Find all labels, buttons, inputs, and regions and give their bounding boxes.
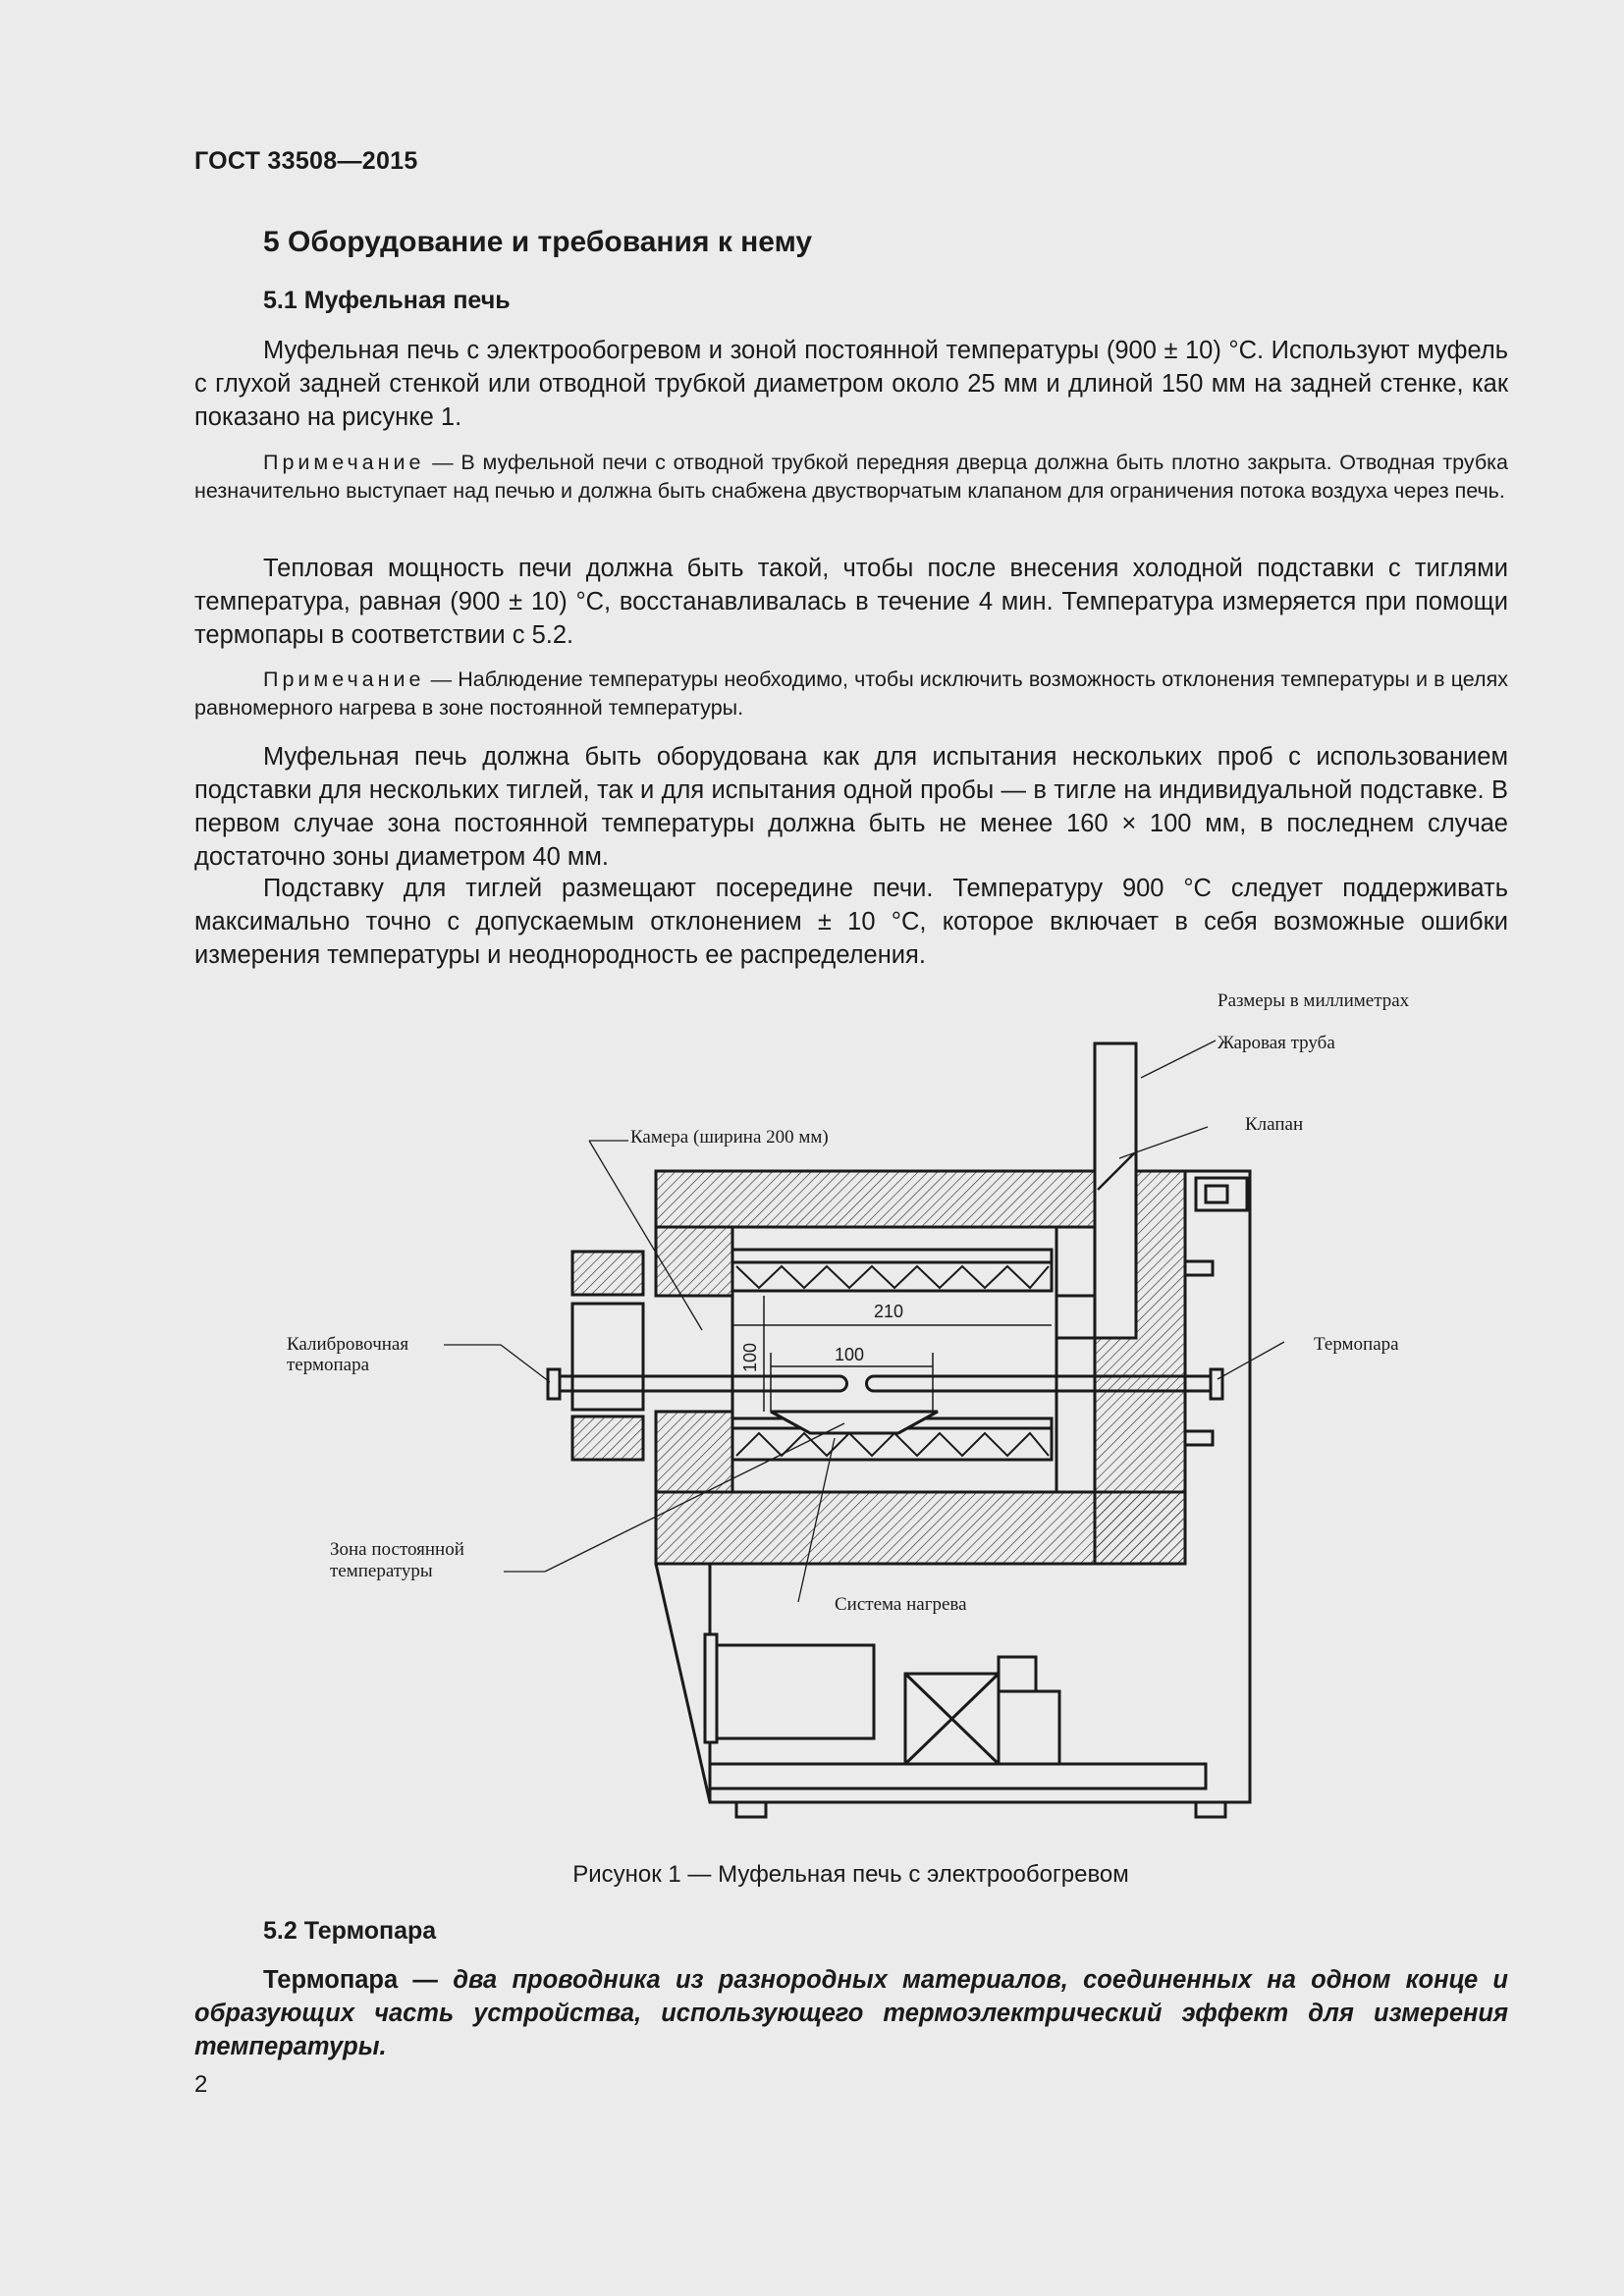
note-2: Примечание — Наблюдение температуры необходимо, чтобы исключить возможность отклонения температуры и в целях равномерного нагрева в зоне постоянной температуры. xyxy=(194,667,1508,720)
figure-caption: Рисунок 1 — Муфельная печь с электрообогревом xyxy=(572,1861,1129,1888)
thermocouple-label: Термопара xyxy=(1314,1334,1399,1355)
paragraph-5-1-2: Тепловая мощность печи должна быть такой, чтобы после внесения холодной подставки с тиглями температура, равная (900 ± 10) °C, восстанавливалась в течение 4 мин. Температура измеряется при помощи термопары в соответствии с 5.2. xyxy=(194,555,1508,649)
top-insulation xyxy=(656,1171,1095,1227)
subsection-title-5-2: 5.2 Термопара xyxy=(263,1917,437,1945)
dim-100-vertical: 100 xyxy=(740,1342,760,1372)
note-1: Примечание — В муфельной печи с отводной трубкой передняя дверца должна быть плотно закрыта. Отводная трубка незначительно выступает над печью и должна быть снабжена двустворчатым клапаном для ограничения потока воздуха через печь. xyxy=(194,451,1508,503)
dims-note: Размеры в миллиметрах xyxy=(1218,990,1410,1011)
subsection-title-5-1: 5.1 Муфельная печь xyxy=(263,287,511,314)
valve-label: Клапан xyxy=(1245,1114,1304,1135)
dim-100-horizontal: 100 xyxy=(835,1345,865,1364)
zone-label-line1: Зона постоянной xyxy=(330,1539,464,1560)
transformer xyxy=(717,1645,874,1738)
page-number: 2 xyxy=(194,2071,208,2098)
chamber-label: Камера (ширина 200 мм) xyxy=(630,1127,829,1148)
document-header: ГОСТ 33508—2015 xyxy=(194,147,418,175)
heating-system-label: Система нагрева xyxy=(835,1594,967,1615)
flue-tube xyxy=(1095,1043,1136,1338)
term: Термопара — xyxy=(263,1966,438,1994)
definition: два проводника из разнородных материалов, соединенных на одном конце и образующих часть устройства, использующего термоэлектрический эффект для измерения температуры. xyxy=(194,1966,1508,2060)
door-upper xyxy=(572,1252,643,1295)
paragraph-5-1-4: Подставку для тиглей размещают посередине печи. Температуру 900 °C следует поддерживать максимально точно с допускаемым отклонением ± 10 °C, которое включает в себя возможные ошибки измерения температуры и неоднородность ее распределения. xyxy=(194,875,1508,969)
flue-label: Жаровая труба xyxy=(1218,1033,1335,1053)
bottom-insulation xyxy=(656,1492,1185,1564)
section-title: 5 Оборудование и требования к нему xyxy=(263,226,813,258)
door-lower xyxy=(572,1416,643,1460)
cal-thermocouple-label-line1: Калибровочная xyxy=(287,1334,409,1355)
door-plug xyxy=(572,1304,643,1410)
zone-label-line2: температуры xyxy=(330,1561,433,1581)
thermocouple-definition xyxy=(194,1963,1508,2063)
paragraph-5-1-1: Муфельная печь с электрообогревом и зоной постоянной температуры (900 ± 10) °C. Используют муфель с глухой задней стенкой или отводной трубкой диаметром около 25 мм и длиной 150 мм на задней стенке, как показано на рисунке 1. xyxy=(194,337,1508,431)
dim-210: 210 xyxy=(874,1302,904,1321)
paragraph-5-1-3: Муфельная печь должна быть оборудована как для испытания нескольких проб с использованием подставки для нескольких тиглей, так и для испытания одной пробы — в тигле на индивидуальной подставке. В первом случае зона постоянной температуры должна быть не менее 160 × 100 мм, в последнем случае достаточно зоны диаметром 40 мм. xyxy=(194,743,1508,871)
cal-thermocouple-label-line2: термопара xyxy=(287,1355,370,1375)
